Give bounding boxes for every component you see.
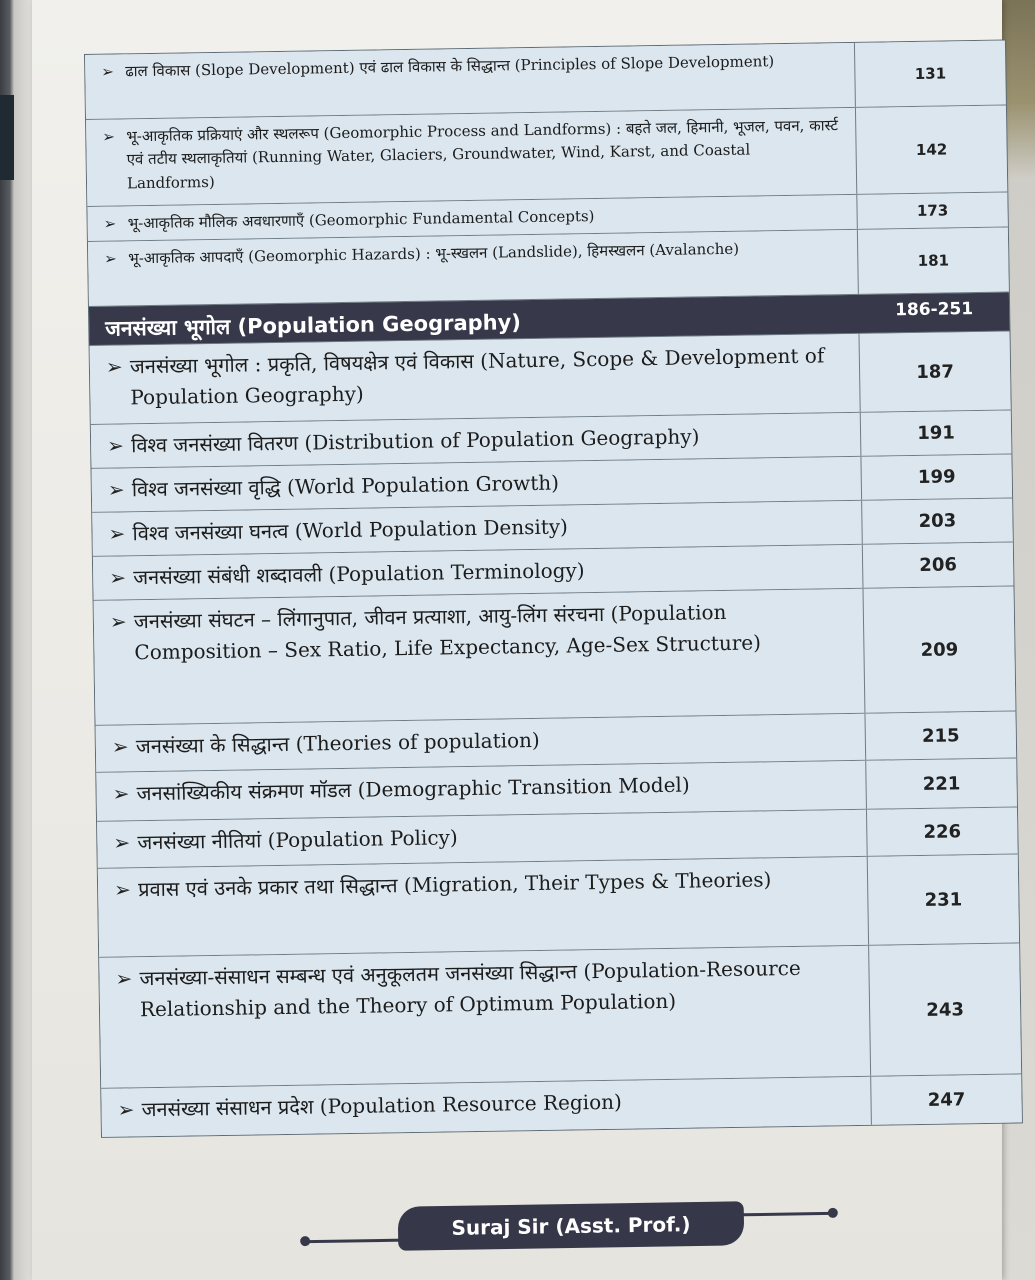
topic-hindi: ढाल विकास xyxy=(125,61,191,81)
arrow-bullet-icon: ➢ xyxy=(101,62,114,81)
arrow-bullet-icon: ➢ xyxy=(103,214,117,233)
topic-english: (Geomorphic Process and Landforms) : बहते जल, हिमानी, भूजल, पवन, कार्स्ट एवं तटीय स्थलाकृतियां (Running Water, Glaciers, Groundwater, Wind, Karst, and Coastal Landforms) xyxy=(126,116,839,192)
topic-english: (Population Terminology) xyxy=(328,558,585,587)
topic-english: (Theories of population) xyxy=(295,727,540,756)
page-number: 203 xyxy=(918,510,957,532)
topic-english: (Distribution of Population Geography) xyxy=(304,424,700,455)
toc-topic xyxy=(90,334,861,424)
topic-hindi: जनसंख्या संसाधन प्रदेश xyxy=(141,1094,314,1122)
arrow-bullet-icon: ➢ xyxy=(104,249,117,268)
topic-english: (Population Policy) xyxy=(267,825,458,853)
page-number: 191 xyxy=(917,422,956,444)
adjacent-page-shadow xyxy=(0,95,14,180)
table-of-contents xyxy=(84,40,1023,1138)
topic-hindi: भू-आकृतिक आपदाएँ xyxy=(128,247,244,268)
page-number: 187 xyxy=(916,360,955,383)
topic-english: (Geomorphic Hazards) : भू-स्खलन (Landslide), हिमस्खलन (Avalanche) xyxy=(248,239,740,266)
section-title: जनसंख्या भूगोल (Population Geography) xyxy=(89,295,860,345)
page-number: 215 xyxy=(921,724,960,747)
topic-hindi: प्रवास एवं उनके प्रकार तथा सिद्धान्त xyxy=(137,873,398,902)
page-number: 209 xyxy=(920,638,959,661)
toc-topic xyxy=(98,857,869,957)
toc-topic xyxy=(99,946,871,1088)
topic-english: (World Population Density) xyxy=(294,514,569,543)
topic-hindi: भू-आकृतिक मौलिक अवधारणाएँ xyxy=(127,211,305,233)
toc-row xyxy=(98,854,1019,957)
arrow-bullet-icon: ➢ xyxy=(102,127,116,146)
arrow-bullet-icon: ➢ xyxy=(115,966,133,991)
page-number: 221 xyxy=(922,772,961,795)
arrow-bullet-icon: ➢ xyxy=(117,1097,135,1122)
page-number: 231 xyxy=(924,888,963,911)
topic-hindi: जनसंख्या-संसाधन सम्बन्ध एवं अनुकूलतम जनसंख्या सिद्धान्त xyxy=(139,959,578,991)
toc-topic xyxy=(85,43,856,119)
topic-english: (Slope Development) एवं ढाल विकास के सिद्धान्त (Principles of Slope Development) xyxy=(194,52,775,80)
page-number: 243 xyxy=(926,998,965,1021)
topic-hindi: जनसंख्या संबंधी शब्दावली xyxy=(133,562,323,590)
page-number: 206 xyxy=(919,554,958,576)
topic-hindi: जनसंख्या संघटन – लिंगानुपात, जीवन प्रत्याशा, आयु-लिंग संरचना xyxy=(133,601,605,634)
topic-english: (Demographic Transition Model) xyxy=(357,772,690,802)
page-number: 181 xyxy=(917,251,950,270)
arrow-bullet-icon: ➢ xyxy=(109,609,127,634)
toc-topic xyxy=(86,108,857,206)
arrow-bullet-icon: ➢ xyxy=(108,521,126,546)
topic-hindi: विश्व जनसंख्या वितरण xyxy=(130,430,299,458)
page-number: 173 xyxy=(916,201,949,220)
toc-topic xyxy=(94,589,866,725)
arrow-bullet-icon: ➢ xyxy=(107,477,125,502)
topic-hindi: विश्व जनसंख्या वृद्धि xyxy=(131,474,281,502)
toc-row xyxy=(86,106,1007,207)
topic-english: (Migration, Their Types & Theories) xyxy=(403,867,772,898)
topic-english: (Population Composition – Sex Ratio, Life Expectancy, Age-Sex Structure) xyxy=(134,599,762,665)
toc-row xyxy=(94,586,1016,725)
footer-line-right xyxy=(734,1212,830,1217)
footer-dot-right xyxy=(828,1208,838,1218)
topic-english: (Nature, Scope & Development of Population Geography) xyxy=(130,343,825,410)
arrow-bullet-icon: ➢ xyxy=(113,830,131,855)
page-number: 142 xyxy=(915,140,948,159)
toc-row xyxy=(99,943,1021,1088)
page-number: 247 xyxy=(927,1088,966,1111)
toc-row xyxy=(90,331,1011,424)
topic-hindi: जनसंख्या भूगोल : प्रकृति, विषयक्षेत्र एवं विकास xyxy=(129,348,475,379)
arrow-bullet-icon: ➢ xyxy=(112,781,130,806)
section-page-range: 186-251 xyxy=(894,299,974,321)
topic-hindi: जनसांख्यिकीय संक्रमण मॉडल xyxy=(136,777,352,806)
footer-line-left xyxy=(308,1239,408,1244)
topic-hindi: जनसंख्या नीतियां xyxy=(137,828,262,855)
topic-english: (World Population Growth) xyxy=(286,470,560,499)
book-left-edge xyxy=(0,0,32,1280)
author-label: Suraj Sir (Asst. Prof.) xyxy=(398,1201,745,1250)
arrow-bullet-icon: ➢ xyxy=(105,354,123,379)
arrow-bullet-icon: ➢ xyxy=(106,433,125,458)
topic-hindi: विश्व जनसंख्या घनत्व xyxy=(132,518,289,546)
topic-english: (Population Resource Region) xyxy=(319,1089,623,1119)
topic-hindi: भू-आकृतिक प्रक्रियाएं और स्थलरूप xyxy=(126,124,319,146)
arrow-bullet-icon: ➢ xyxy=(113,877,132,902)
page-number: 226 xyxy=(923,820,962,843)
toc-topic xyxy=(88,230,859,306)
page-number: 199 xyxy=(917,466,956,488)
page-footer xyxy=(300,1198,841,1254)
topic-english: (Population-Resource Relationship and the Theory of Optimum Population) xyxy=(139,955,801,1022)
topic-hindi: जनसंख्या के सिद्धान्त xyxy=(135,731,290,759)
arrow-bullet-icon: ➢ xyxy=(111,734,129,759)
arrow-bullet-icon: ➢ xyxy=(109,565,127,590)
topic-english: (Geomorphic Fundamental Concepts) xyxy=(308,207,595,230)
page-number: 131 xyxy=(914,64,947,83)
